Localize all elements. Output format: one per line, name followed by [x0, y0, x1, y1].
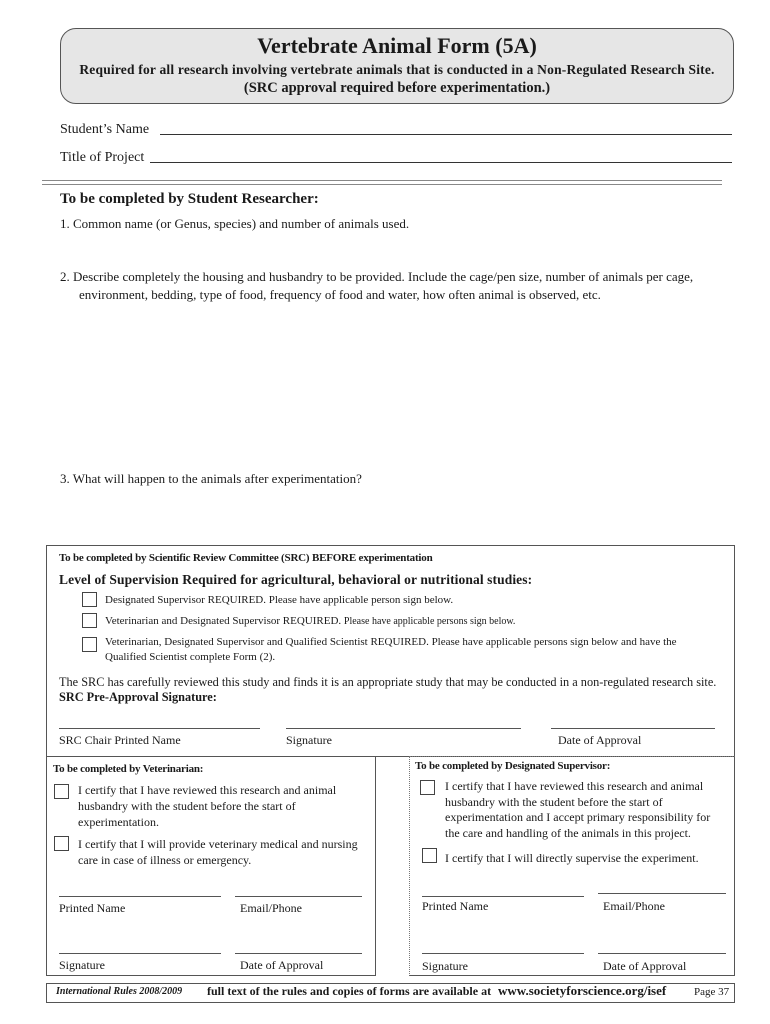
supervisor-signature-line[interactable] [422, 953, 584, 954]
question-3: 3. What will happen to the animals after experimentation? [60, 471, 362, 486]
option-3-line2: Qualified Scientist complete Form (2). [105, 651, 276, 663]
vet-printed-name-label: Printed Name [59, 901, 126, 915]
option-vet-supervisor-note: Please have applicable persons sign below. [343, 616, 516, 627]
answer-1-area[interactable] [60, 222, 730, 262]
src-chair-label: SRC Chair Printed Name [59, 733, 181, 747]
option-3-line1: Veterinarian, Designated Supervisor and Qualified Scientist REQUIRED. Please have applicable persons sign below and have the [105, 636, 677, 648]
vet-cert1-line2: husbandry with the student before the start of [78, 799, 296, 813]
src-date-label: Date of Approval [558, 733, 642, 747]
form-note: (SRC approval required before experimentation.) [243, 80, 551, 96]
supervisor-heading: To be completed by Designated Supervisor: [415, 760, 611, 772]
form-header [60, 28, 734, 104]
student-section-heading: To be completed by Student Researcher: [60, 191, 319, 207]
option-vet-supervisor-scientist-checkbox[interactable] [82, 637, 97, 652]
src-date-line[interactable] [551, 728, 715, 729]
vet-cert1-line3: experimentation. [78, 815, 159, 829]
project-title-label: Title of Project [60, 150, 145, 165]
supervisor-date-label: Date of Approval [603, 959, 687, 973]
option-vet-supervisor-label [105, 615, 515, 627]
form-subtitle: Required for all research involving vertebrate animals that is conducted in a Non-Regulated Research Site. [79, 62, 715, 77]
supervisor-cert1-line3: experimentation and I accept primary responsibility for [445, 810, 711, 824]
student-name-field[interactable] [160, 134, 732, 135]
section-divider [42, 180, 722, 185]
student-name-label: Student’s Name [60, 122, 150, 137]
supervisor-date-line[interactable] [598, 953, 726, 954]
supervisor-cert1-line2: husbandry with the student before the start of [445, 795, 663, 809]
src-signature-label: Signature [286, 733, 332, 747]
vet-email-line[interactable] [235, 896, 362, 897]
page-number: Page 37 [694, 986, 730, 998]
answer-3-area[interactable] [60, 488, 730, 538]
src-signature-line[interactable] [286, 728, 521, 729]
question-1: 1. Common name (or Genus, species) and number of animals used. [60, 216, 410, 231]
project-title-field[interactable] [150, 162, 732, 163]
answer-2-area[interactable] [60, 304, 730, 464]
question-2-line2: environment, bedding, type of food, frequency of food and water, how often animal is observed, etc. [79, 287, 601, 302]
supervisor-printed-name-label: Printed Name [422, 899, 489, 913]
supervisor-signature-label: Signature [422, 959, 468, 973]
vet-printed-name-line[interactable] [59, 896, 221, 897]
supervisor-cert1-checkbox[interactable] [420, 780, 435, 795]
vet-email-label: Email/Phone [240, 901, 302, 915]
option-vet-supervisor-main: Veterinarian and Designated Supervisor REQUIRED. [105, 615, 342, 627]
option-vet-supervisor-checkbox[interactable] [82, 613, 97, 628]
vet-cert1-line1: I certify that I have reviewed this research and animal [78, 783, 337, 797]
supervisor-cert1-line4: the care and handling of the animals in this project. [445, 826, 691, 840]
footer-text: full text of the rules and copies of forms are available at [207, 984, 492, 998]
supervision-level-heading: Level of Supervision Required for agricultural, behavioral or nutritional studies: [59, 572, 533, 587]
supervisor-printed-name-line[interactable] [422, 896, 584, 897]
vet-signature-line[interactable] [59, 953, 221, 954]
src-heading: To be completed by Scientific Review Committee (SRC) BEFORE experimentation [59, 552, 433, 564]
vet-heading: To be completed by Veterinarian: [53, 763, 204, 775]
supervisor-cert1-line1: I certify that I have reviewed this research and animal [445, 779, 704, 793]
vet-date-label: Date of Approval [240, 958, 324, 972]
src-preapproval-label: SRC Pre-Approval Signature: [59, 690, 217, 704]
option-supervisor-label: Designated Supervisor REQUIRED. Please have applicable person sign below. [105, 594, 454, 606]
form-title: Vertebrate Animal Form (5A) [257, 33, 537, 58]
src-chair-name-line[interactable] [59, 728, 260, 729]
supervisor-cert2-checkbox[interactable] [422, 848, 437, 863]
vet-cert1-checkbox[interactable] [54, 784, 69, 799]
vet-cert2-checkbox[interactable] [54, 836, 69, 851]
supervisor-email-label: Email/Phone [603, 899, 665, 913]
vet-cert2-line2: care in case of illness or emergency. [78, 853, 252, 867]
supervisor-cert2: I certify that I will directly supervise the experiment. [445, 851, 699, 865]
src-statement: The SRC has carefully reviewed this study and finds it is an appropriate study that may be conducted in a non-regulated research site. [59, 675, 717, 689]
footer-rules: International Rules 2008/2009 [56, 986, 183, 997]
supervisor-email-line[interactable] [598, 893, 726, 894]
vet-cert2-line1: I certify that I will provide veterinary medical and nursing [78, 837, 358, 851]
vet-date-line[interactable] [235, 953, 362, 954]
option-supervisor-checkbox[interactable] [82, 592, 97, 607]
vet-signature-label: Signature [59, 958, 105, 972]
question-2-line1: 2. Describe completely the housing and husbandry to be provided. Include the cage/pen size, number of animals per cage, [60, 269, 694, 284]
footer-url[interactable]: www.societyforscience.org/isef [498, 983, 667, 998]
